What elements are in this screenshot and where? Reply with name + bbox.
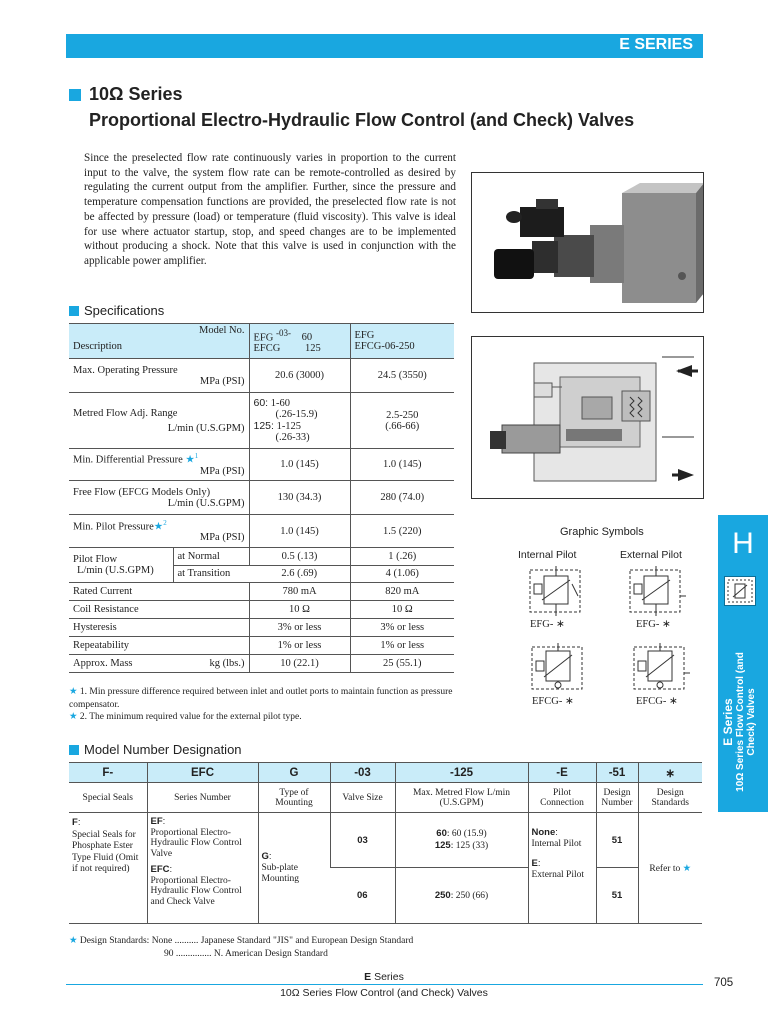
- col1-flow60: 60: [301, 332, 313, 344]
- note-2-text: The minimum required value for the external pilot type.: [89, 712, 302, 722]
- symbol-efg-internal: [526, 566, 586, 621]
- design-standards-none: None .......... Japanese Standard "JIS" and European Design Standard: [151, 936, 414, 946]
- spec-col1-model: [249, 324, 350, 359]
- series-desc: EF: Proportional Electro-Hydraulic Flow Control Valve EFC: Proportional Electro-Hydraulic Flow Control and Check Valve: [147, 813, 258, 924]
- value-1: 10 Ω: [249, 601, 350, 619]
- label-design-standards: Design Standards: [638, 783, 702, 813]
- title-marker-icon: [69, 89, 81, 101]
- col2-size-flow: -06-250: [381, 341, 415, 352]
- spec-row-repeatability: [69, 637, 454, 655]
- product-photo: [471, 172, 704, 313]
- value-2: [350, 393, 454, 449]
- value-1: 10 (22.1): [249, 655, 350, 673]
- spec-row-free-flow: [69, 481, 454, 515]
- series-efc-key: EFC: [150, 864, 170, 875]
- code-design-number: -51: [596, 763, 638, 783]
- spec-row-coil-resistance: [69, 601, 454, 619]
- unit: L/min (U.S.GPM): [167, 497, 245, 509]
- page-number: 705: [714, 977, 734, 989]
- note-ref: 2: [163, 518, 167, 527]
- specifications-table: [69, 323, 454, 673]
- spec-label: [69, 548, 249, 583]
- code-mounting: G: [258, 763, 330, 783]
- pilot-flow-label: [69, 548, 173, 582]
- unit: kg (lbs.): [209, 658, 245, 669]
- value-1: 130 (34.3): [249, 481, 350, 515]
- pilot-none-key: None: [531, 827, 556, 838]
- spec-header-description: Description: [73, 340, 122, 352]
- col2-efg: EFG: [354, 330, 375, 341]
- value-2: 820 mA: [350, 583, 454, 601]
- pilot-desc: None: Internal Pilot E: External Pilot: [528, 813, 596, 924]
- size-06: 06: [356, 890, 368, 901]
- spec-label: Hysteresis: [69, 619, 249, 637]
- design-standards-label: Design Standards:: [79, 936, 150, 946]
- side-tab-letter: H: [718, 515, 768, 572]
- flow-125-key: 125: [434, 840, 451, 851]
- col1-size: -03-: [275, 327, 291, 338]
- value-1: 3% or less: [249, 619, 350, 637]
- label-special-seals: Special Seals: [69, 783, 147, 813]
- size-03: 03: [330, 813, 395, 868]
- model-code-row: [69, 763, 702, 783]
- spec-col2-model: [350, 324, 454, 359]
- spec-row-hysteresis: [69, 619, 454, 637]
- brand-mark: E: [619, 36, 630, 53]
- section-marker-icon: [69, 306, 79, 316]
- symbol-efg-internal-label: EFG- ∗: [530, 619, 565, 630]
- flow-60-key: 60: [436, 828, 447, 839]
- value-1: 20.6 (3000): [249, 359, 350, 393]
- page-title: 10Ω Series: [89, 84, 183, 104]
- spec-label: Repeatability: [69, 637, 249, 655]
- label-mounting: Type of Mounting: [258, 783, 330, 813]
- special-seals-key: F: [72, 817, 78, 828]
- unit: MPa (PSI): [199, 532, 245, 544]
- note-star-icon: ★: [153, 521, 164, 533]
- value-1: 1.0 (145): [249, 515, 350, 548]
- label-pilot: Pilot Connection: [528, 783, 596, 813]
- flow-125: 1-125: [276, 420, 302, 432]
- spec-notes: [69, 686, 459, 724]
- spec-row-metred-flow: [69, 393, 454, 449]
- design-standards-ref: [638, 813, 702, 924]
- value-1: 1.0 (145): [249, 449, 350, 481]
- star-icon: ★: [682, 863, 692, 874]
- spec-row-rated-current: [69, 583, 454, 601]
- section-marker-icon: [69, 745, 79, 755]
- star-icon: ★: [69, 936, 78, 946]
- at-transition-label: at Transition: [173, 565, 249, 582]
- flow-key-60: 60:: [253, 396, 269, 409]
- value-2: 4 (1.06): [350, 565, 454, 583]
- flow-125-sub: (.26-33): [275, 432, 310, 443]
- footer-series-text: Series: [374, 971, 404, 983]
- flow-60-sub: (.26-15.9): [275, 409, 318, 420]
- specifications-heading-text: Specifications: [84, 303, 165, 318]
- label: Pilot Flow: [73, 554, 118, 565]
- value-1: 2.6 (.69): [249, 565, 350, 583]
- model-designation-heading-text: Model Number Designation: [84, 742, 242, 757]
- graphic-symbols-title: Graphic Symbols: [560, 526, 644, 538]
- spec-header-desc: [69, 324, 249, 359]
- design-standards-note: [69, 935, 413, 960]
- note-1-label: 1.: [79, 687, 88, 697]
- unit: L/min (U.S.GPM): [167, 422, 245, 434]
- cross-section-diagram: [471, 336, 704, 499]
- symbol-efcg-internal-label: EFCG- ∗: [532, 696, 574, 707]
- code-size: -03: [330, 763, 395, 783]
- note-star-icon: ★: [185, 454, 195, 466]
- mounting-desc: G: Sub-plate Mounting: [258, 813, 330, 924]
- design-standards-90: 90 ............... N. American Design Standard: [164, 948, 328, 959]
- note-2-label: 2.: [79, 712, 88, 722]
- spec-label: [69, 481, 249, 515]
- symbol-efcg-external-label: EFCG- ∗: [636, 696, 678, 707]
- label: Max. Operating Pressure: [73, 364, 178, 376]
- spec-label: [69, 449, 249, 481]
- note-ref: 1: [194, 452, 199, 461]
- intro-paragraph: Since the preselected flow rate continuously varies in proportion to the current input to the valve, the system flow rate can be remote-controlled as desired by regulating the current output from the amplifier. Further, since the pressure and temperature compensation functions are provided, the preselected flow rate is not be affected by pressure (load) or temperature (fluid viscosity). This valve is ideal for use where actuator startup, stop, and speed changes are to be implemented without producing a shock. Note that this valve is used in conjunction with the applicable power amplifier.: [84, 152, 456, 267]
- spec-label: Coil Resistance: [69, 601, 249, 619]
- label: Min. Pilot Pressure: [73, 521, 154, 533]
- value-2: 1 (.26): [350, 548, 454, 566]
- unit: L/min (U.S.GPM): [77, 565, 154, 576]
- design-number-06: 51: [596, 868, 638, 924]
- model-label-row: [69, 783, 702, 813]
- label: Approx. Mass: [73, 658, 133, 669]
- series-label: [619, 36, 693, 54]
- special-seals-desc: F: Special Seals for Phosphate Ester Type Fluid (Omit if not required): [72, 817, 139, 874]
- pilot-e-text: External Pilot: [531, 870, 585, 880]
- symbol-efcg-internal: [528, 643, 588, 698]
- value-2: 3% or less: [350, 619, 454, 637]
- model-designation-table: [69, 762, 702, 924]
- flow-250-key: 250: [434, 890, 451, 901]
- mounting-key: G: [261, 851, 269, 862]
- col2-efcg: EFCG: [354, 341, 382, 352]
- spec-row-pilot-flow-normal: [69, 548, 454, 566]
- value-1: 1% or less: [249, 637, 350, 655]
- footer-rule: [66, 984, 703, 985]
- series-ef-key: EF: [150, 816, 163, 827]
- value-2: 1.5 (220): [350, 515, 454, 548]
- star-icon: ★: [69, 687, 78, 697]
- spec-row-min-pilot: [69, 515, 454, 548]
- internal-pilot-label: Internal Pilot: [518, 549, 577, 561]
- col1-flow125: 125: [304, 343, 321, 355]
- spec-row-mass: [69, 655, 454, 673]
- value-2: 24.5 (3550): [350, 359, 454, 393]
- series-efc-text: Proportional Electro-Hydraulic Flow Control and Check Valve: [150, 875, 242, 907]
- pilot-e-key: E: [531, 858, 538, 869]
- footer-subtitle: 10Ω Series Flow Control (and Check) Valves: [280, 987, 488, 999]
- model-row-03: [69, 813, 702, 868]
- spec-header-model: Model No.: [199, 324, 245, 336]
- value-2: 10 Ω: [350, 601, 454, 619]
- label-flow: Max. Metred Flow L/min (U.S.GPM): [395, 783, 528, 813]
- unit: MPa (PSI): [199, 375, 245, 387]
- at-normal-label: at Normal: [173, 548, 249, 565]
- flow-250-text: : 250 (66): [450, 891, 489, 901]
- flow-250-sub: (.66-66): [385, 420, 420, 432]
- valve-thumbnail-icon: [724, 576, 756, 606]
- refer-to-text: Refer to: [649, 863, 681, 874]
- unit: MPa (PSI): [199, 465, 245, 477]
- footer-brand-mark: E: [364, 971, 372, 983]
- symbol-efg-external-label: EFG- ∗: [636, 619, 671, 630]
- value-2: 1% or less: [350, 637, 454, 655]
- spec-label: Rated Current: [69, 583, 249, 601]
- design-number-03: 51: [596, 813, 638, 868]
- spec-header-row: [69, 324, 454, 359]
- label: Metred Flow Adj. Range: [73, 407, 178, 419]
- special-seals-text: Special Seals for Phosphate Ester Type Fluid (Omit if not required): [72, 829, 139, 874]
- value-2: 25 (55.1): [350, 655, 454, 673]
- label: Min. Differential Pressure: [73, 454, 183, 466]
- footer-series: [0, 971, 768, 983]
- side-tab-series: E Series: [721, 698, 735, 746]
- value-2: 1.0 (145): [350, 449, 454, 481]
- side-tab-description: 10Ω Series Flow Control (and Check) Valves: [735, 652, 757, 792]
- spec-label: [69, 393, 249, 449]
- note-2: [69, 711, 459, 724]
- label-series: Series Number: [147, 783, 258, 813]
- code-series: EFC: [147, 763, 258, 783]
- flow-60-text: : 60 (15.9): [446, 829, 487, 839]
- code-pilot: -E: [528, 763, 596, 783]
- spec-label: [69, 655, 249, 673]
- external-pilot-label: External Pilot: [620, 549, 682, 561]
- flow-key-125: 125:: [253, 419, 274, 432]
- star-icon: ★: [69, 712, 78, 722]
- spec-label: [69, 359, 249, 393]
- symbol-efcg-external: [630, 643, 690, 698]
- spec-row-min-diff: [69, 449, 454, 481]
- col1-efcg: EFCG: [253, 343, 281, 355]
- flow-60: 1-60: [270, 397, 290, 409]
- value-1: 780 mA: [249, 583, 350, 601]
- value-2: 280 (74.0): [350, 481, 454, 515]
- value-1: 0.5 (.13): [249, 548, 350, 566]
- col1-efg: EFG: [253, 332, 274, 344]
- value-1: [249, 393, 350, 449]
- label-size: Valve Size: [330, 783, 395, 813]
- spec-label: [69, 515, 249, 548]
- side-tab-text: [721, 647, 765, 797]
- code-design-standards: ∗: [638, 763, 702, 783]
- label: Free Flow (EFCG Models Only): [73, 486, 211, 498]
- flow-06-desc: [395, 868, 528, 924]
- specifications-heading: [69, 303, 164, 318]
- code-special-seals: F-: [69, 763, 147, 783]
- header-bar: [66, 34, 703, 58]
- flow-250: 2.5-250: [386, 409, 419, 421]
- flow-125-text: : 125 (33): [450, 841, 489, 851]
- spec-row-max-pressure: [69, 359, 454, 393]
- page-subtitle: Proportional Electro-Hydraulic Flow Control (and Check) Valves: [89, 110, 635, 130]
- series-text: SERIES: [634, 36, 693, 53]
- series-ef-text: Proportional Electro-Hydraulic Flow Control Valve: [150, 827, 242, 859]
- code-flow: -125: [395, 763, 528, 783]
- mounting-text: Sub-plate Mounting: [261, 863, 299, 884]
- symbol-efg-external: [626, 566, 686, 621]
- note-1: [69, 686, 459, 711]
- pilot-none-text: Internal Pilot: [531, 839, 582, 849]
- model-designation-heading: [69, 742, 242, 757]
- note-1-text: Min pressure difference required between inlet and outlet ports to maintain function as pressure compensator.: [69, 687, 453, 710]
- label-design-number: Design Number: [596, 783, 638, 813]
- flow-03-desc: [395, 813, 528, 868]
